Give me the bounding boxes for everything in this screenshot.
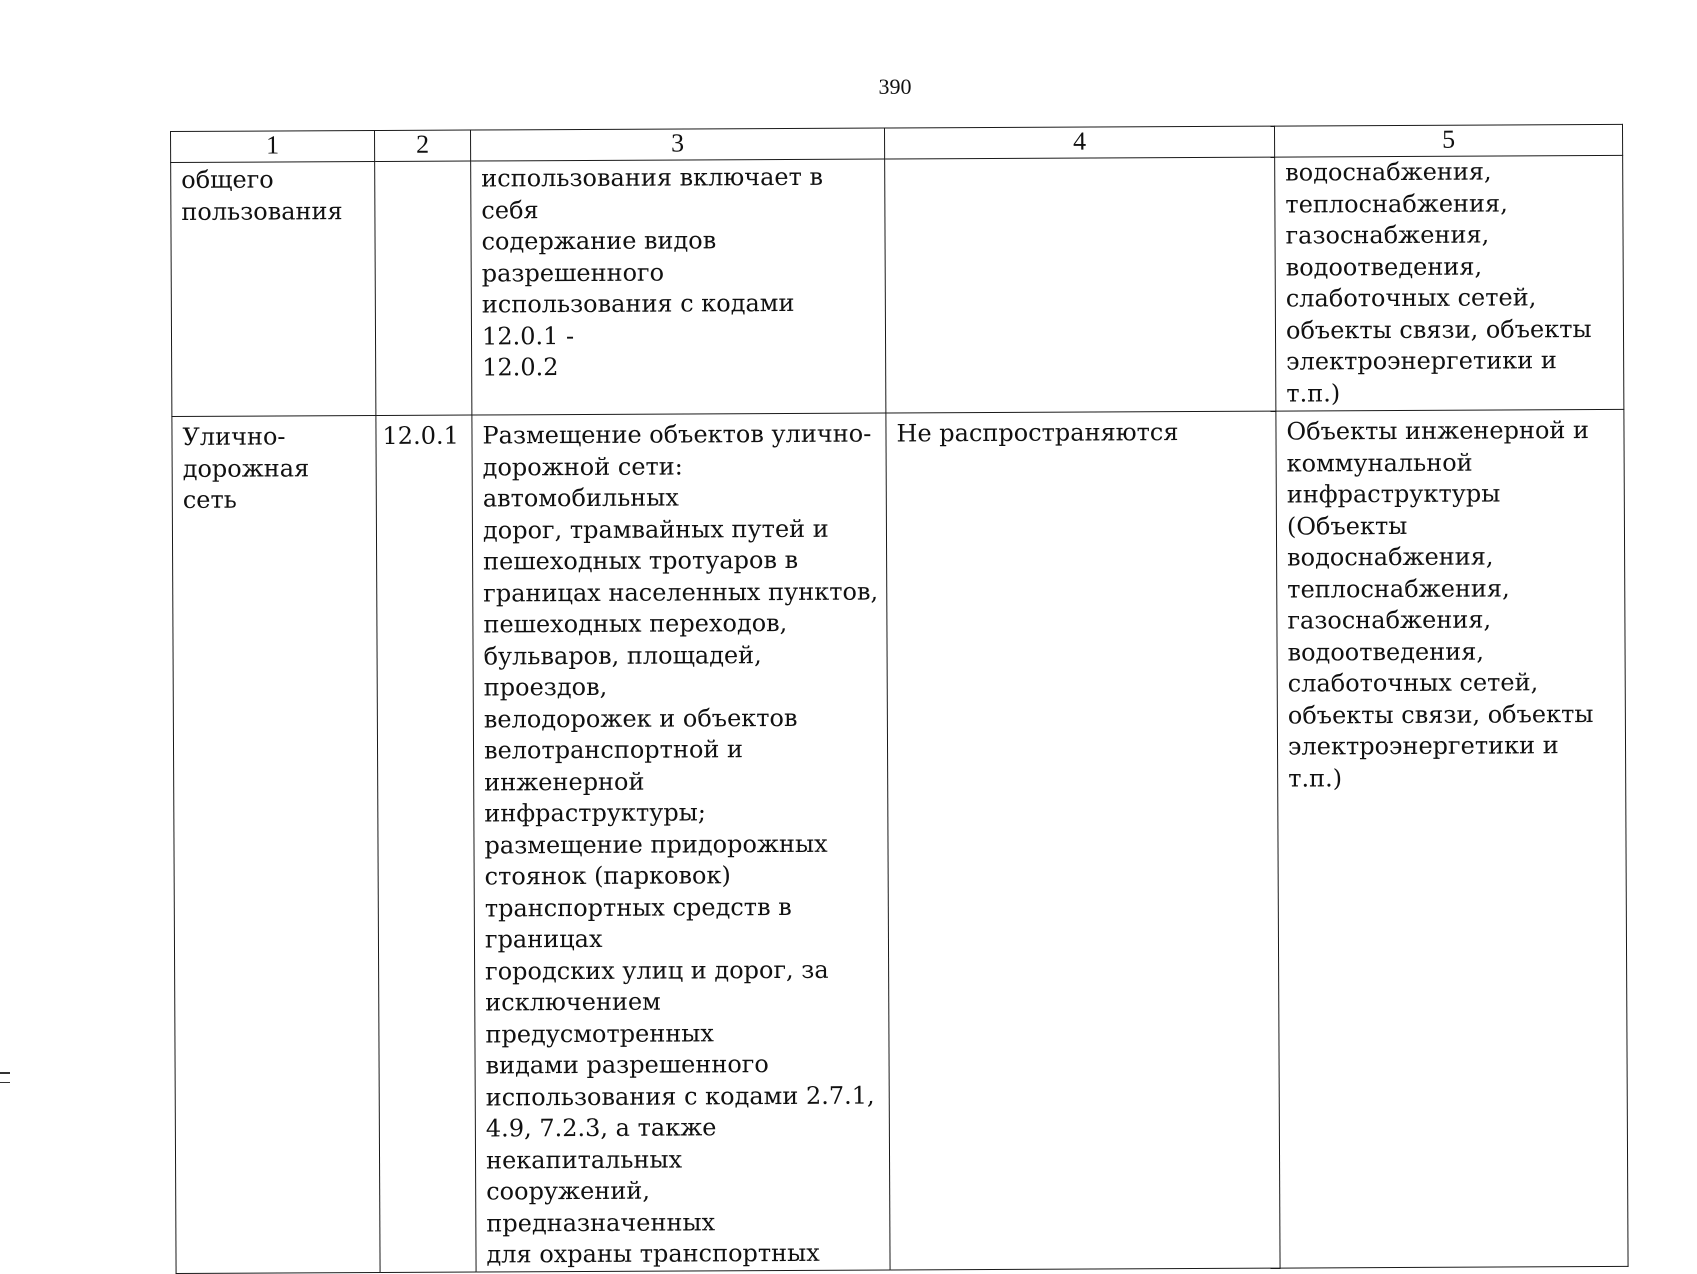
cell-use-code bbox=[376, 415, 476, 1272]
table-row bbox=[172, 409, 1628, 1273]
table-row bbox=[171, 155, 1624, 416]
cell-use-restrictions bbox=[885, 157, 1276, 413]
cell-auxiliary-uses bbox=[1275, 155, 1624, 411]
land-use-table bbox=[170, 124, 1629, 1274]
use-name-text: Улично- дорожная сеть bbox=[182, 421, 367, 516]
use-name-text: общего пользования bbox=[181, 164, 366, 228]
cell-use-name bbox=[172, 415, 380, 1272]
cell-use-description bbox=[471, 159, 886, 415]
cell-use-code bbox=[375, 161, 472, 415]
column-header-3: 3 bbox=[470, 128, 884, 161]
cell-use-name bbox=[171, 162, 376, 417]
use-restrictions-text: Не распространяются bbox=[896, 417, 1267, 450]
column-header-5: 5 bbox=[1274, 124, 1622, 157]
column-header-4: 4 bbox=[884, 126, 1274, 159]
margin-mark bbox=[0, 1082, 10, 1084]
cell-use-description bbox=[472, 413, 890, 1272]
cell-auxiliary-uses bbox=[1276, 409, 1628, 1267]
cell-use-restrictions bbox=[886, 411, 1280, 1269]
scan-margin-marks bbox=[0, 1072, 10, 1091]
use-code-text: 12.0.1 bbox=[382, 421, 469, 453]
use-description-text: использования включает в себя содержание видов разрешенного использования с кодами 12.0.1 - 12.0.2 bbox=[481, 162, 877, 384]
use-description-text: Размещение объектов улично- дорожной сети: автомобильных дорог, трамвайных путей и пешеходных тротуаров в границах населенных пунктов, пешеходных переходов, бульваров, площадей, проездов, велодорожек и объектов велотранспортной и инженерной инфраструктуры; размещение придорожных стоянок (парковок) транспортных средств в границах городских улиц и дорог, за исключением предусмотренных видами разрешенного использования с кодами 2.7.1, 4.9, 7.2.3, а также некапитальных сооружений, предназначенных для охраны транспортных bbox=[482, 419, 881, 1271]
auxiliary-uses-text: Объекты инженерной и коммунальной инфраструктуры (Объекты водоснабжения, теплоснабжения, газоснабжения, водоотведения, слаботочных сетей, объекты связи, объекты электроэнергетики и т.п.) bbox=[1286, 415, 1617, 795]
column-header-2: 2 bbox=[375, 130, 471, 161]
column-header-1: 1 bbox=[171, 131, 375, 163]
use-restrictions-text bbox=[895, 160, 1266, 162]
auxiliary-uses-text: водоснабжения, теплоснабжения, газоснабжения, водоотведения, слаботочных сетей, объекты связи, объекты электроэнергетики и т.п.) bbox=[1285, 156, 1615, 410]
page-number: 390 bbox=[0, 74, 1697, 100]
margin-mark bbox=[0, 1072, 10, 1074]
